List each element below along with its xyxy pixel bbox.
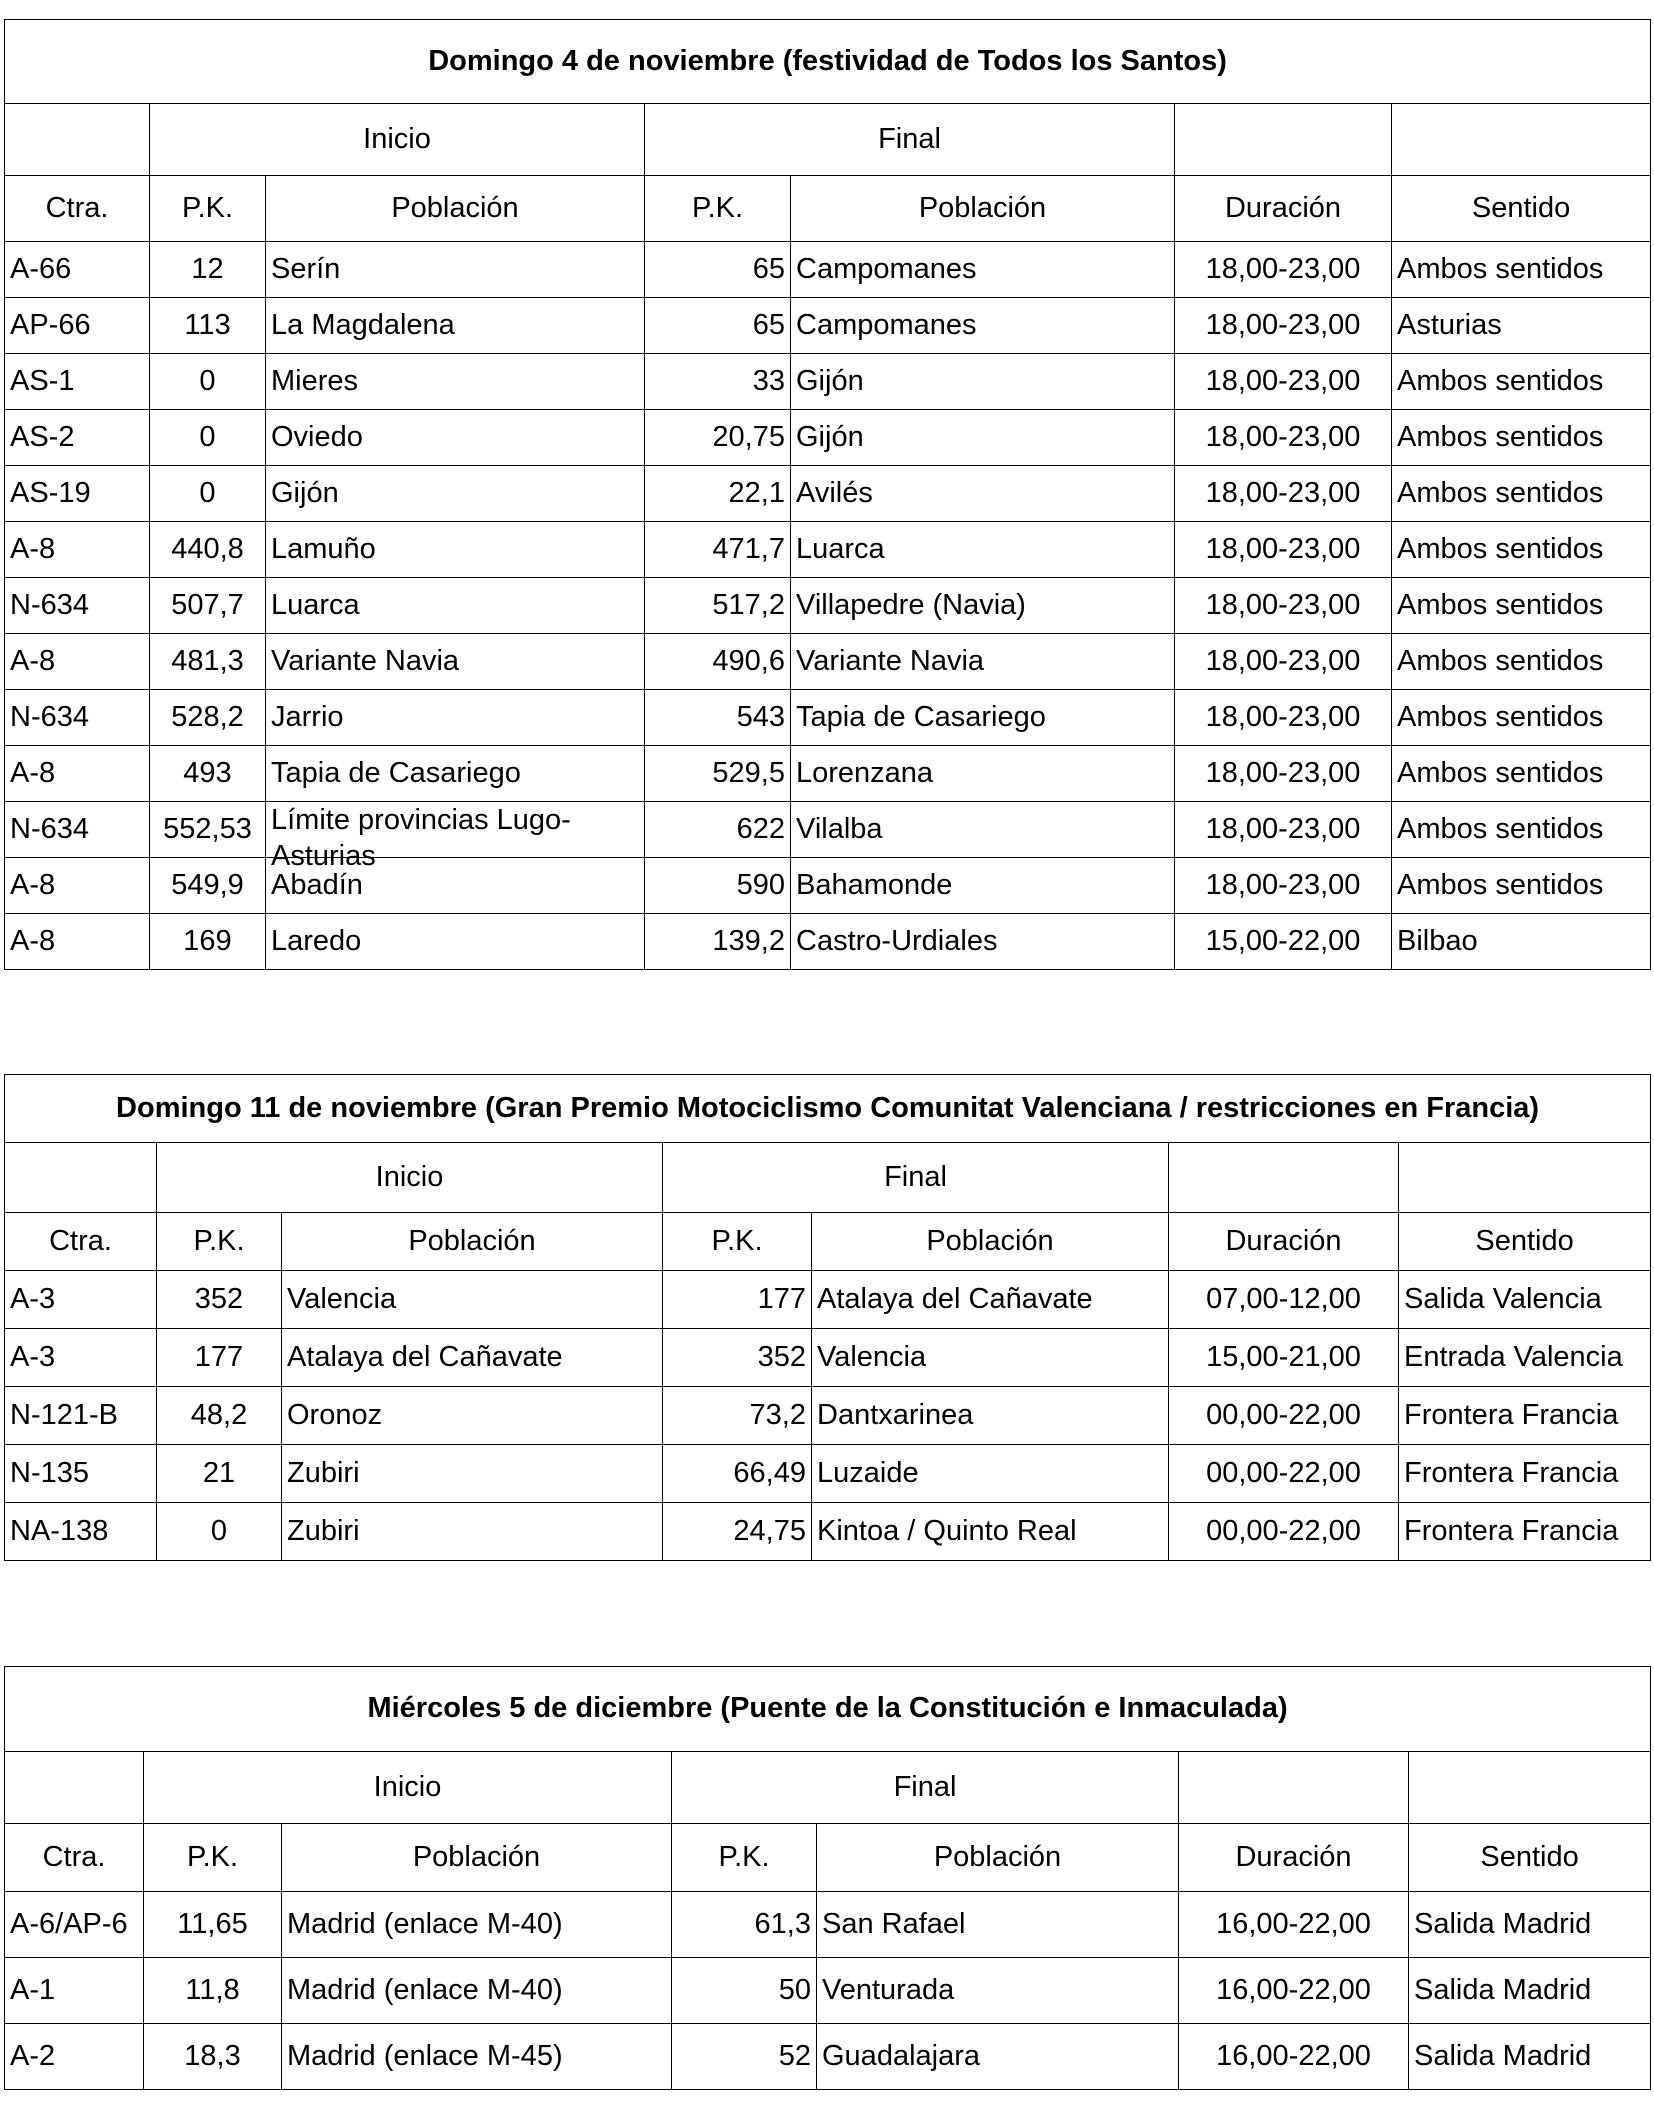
cell-pk-inicio: 177 <box>157 1329 282 1387</box>
cell-pk-inicio: 11,65 <box>144 1892 282 1958</box>
cell-sentido: Salida Madrid <box>1409 1958 1651 2024</box>
cell-poblacion-inicio: Madrid (enlace M-40) <box>282 1892 672 1958</box>
cell-poblacion-final: Variante Navia <box>791 634 1175 690</box>
cell-pk-final: 517,2 <box>645 578 791 634</box>
group-header-inicio: Inicio <box>157 1143 663 1213</box>
cell-poblacion-inicio: Oronoz <box>282 1387 663 1445</box>
cell-poblacion-final: Guadalajara <box>817 2024 1179 2090</box>
header-empty <box>5 104 150 176</box>
cell-duracion: 18,00-23,00 <box>1175 634 1392 690</box>
cell-poblacion-inicio: Zubiri <box>282 1445 663 1503</box>
cell-pk-final: 50 <box>672 1958 817 2024</box>
table-row <box>5 1958 1651 2024</box>
group-header-inicio: Inicio <box>144 1752 672 1824</box>
cell-poblacion-inicio <box>266 802 645 872</box>
cell-sentido: Ambos sentidos <box>1392 802 1651 858</box>
cell-ctra: AS-19 <box>5 466 150 522</box>
cell-pk-final: 622 <box>645 802 791 858</box>
cell-poblacion-final: Tapia de Casariego <box>791 690 1175 746</box>
cell-pk-inicio: 528,2 <box>150 690 266 746</box>
cell-sentido: Ambos sentidos <box>1392 858 1651 914</box>
cell-duracion: 18,00-23,00 <box>1175 802 1392 858</box>
cell-poblacion-final: Campomanes <box>791 298 1175 354</box>
cell-poblacion-inicio: Laredo <box>266 914 645 970</box>
column-header: P.K. <box>157 1213 282 1271</box>
cell-pk-inicio: 0 <box>150 466 266 522</box>
cell-poblacion-final: Luarca <box>791 522 1175 578</box>
cell-poblacion-inicio: Mieres <box>266 354 645 410</box>
cell-poblacion-inicio: La Magdalena <box>266 298 645 354</box>
cell-poblacion-final: Gijón <box>791 410 1175 466</box>
cell-duracion: 00,00-22,00 <box>1169 1387 1399 1445</box>
column-header: Ctra. <box>5 176 150 242</box>
cell-pk-final: 490,6 <box>645 634 791 690</box>
cell-ctra: A-8 <box>5 914 150 970</box>
cell-poblacion-inicio: Valencia <box>282 1271 663 1329</box>
cell-pk-final: 543 <box>645 690 791 746</box>
column-header: Población <box>282 1213 663 1271</box>
cell-poblacion-final: Vilalba <box>791 802 1175 858</box>
table-row <box>5 1503 1651 1561</box>
cell-pk-final: 139,2 <box>645 914 791 970</box>
cell-ctra: N-634 <box>5 690 150 746</box>
cell-duracion: 15,00-22,00 <box>1175 914 1392 970</box>
cell-ctra: N-121-B <box>5 1387 157 1445</box>
column-header: Población <box>266 176 645 242</box>
column-header: Sentido <box>1399 1213 1651 1271</box>
cell-pk-final: 66,49 <box>663 1445 812 1503</box>
table-row <box>5 690 1651 746</box>
cell-pk-inicio: 48,2 <box>157 1387 282 1445</box>
table-title: Miércoles 5 de diciembre (Puente de la Constitución e Inmaculada) <box>5 1667 1651 1752</box>
table-row <box>5 410 1651 466</box>
cell-sentido: Ambos sentidos <box>1392 522 1651 578</box>
table-row <box>5 466 1651 522</box>
cell-poblacion-inicio: Jarrio <box>266 690 645 746</box>
cell-poblacion-final: Lorenzana <box>791 746 1175 802</box>
table-row <box>5 1271 1651 1329</box>
cell-duracion: 18,00-23,00 <box>1175 410 1392 466</box>
column-header: Sentido <box>1409 1824 1651 1892</box>
cell-sentido: Asturias <box>1392 298 1651 354</box>
group-header-inicio: Inicio <box>150 104 645 176</box>
cell-poblacion-final: Dantxarinea <box>812 1387 1169 1445</box>
header-empty <box>1392 104 1651 176</box>
cell-ctra: A-3 <box>5 1271 157 1329</box>
cell-pk-final: 65 <box>645 242 791 298</box>
column-header: Población <box>817 1824 1179 1892</box>
column-header: Ctra. <box>5 1824 144 1892</box>
cell-text: Límite provincias Lugo-Asturias <box>271 804 571 872</box>
table-todos-los-santos <box>4 19 1651 970</box>
table-gran-premio <box>4 1074 1651 1561</box>
cell-poblacion-inicio: Variante Navia <box>266 634 645 690</box>
cell-sentido: Salida Valencia <box>1399 1271 1651 1329</box>
cell-duracion: 00,00-22,00 <box>1169 1445 1399 1503</box>
cell-ctra: A-66 <box>5 242 150 298</box>
table-row <box>5 298 1651 354</box>
cell-sentido: Ambos sentidos <box>1392 746 1651 802</box>
cell-ctra: AS-2 <box>5 410 150 466</box>
cell-sentido: Ambos sentidos <box>1392 466 1651 522</box>
table-row <box>5 2024 1651 2090</box>
cell-sentido: Salida Madrid <box>1409 2024 1651 2090</box>
cell-poblacion-final: Gijón <box>791 354 1175 410</box>
cell-duracion: 15,00-21,00 <box>1169 1329 1399 1387</box>
cell-ctra: A-6/AP-6 <box>5 1892 144 1958</box>
cell-pk-final: 33 <box>645 354 791 410</box>
cell-duracion: 16,00-22,00 <box>1179 1892 1409 1958</box>
cell-ctra: N-135 <box>5 1445 157 1503</box>
table-row <box>5 1892 1651 1958</box>
cell-poblacion-inicio: Serín <box>266 242 645 298</box>
table-row <box>5 1445 1651 1503</box>
cell-poblacion-inicio: Tapia de Casariego <box>266 746 645 802</box>
header-empty <box>1409 1752 1651 1824</box>
column-header: Duración <box>1169 1213 1399 1271</box>
table-row <box>5 1329 1651 1387</box>
cell-pk-inicio: 113 <box>150 298 266 354</box>
table-title: Domingo 4 de noviembre (festividad de Todos los Santos) <box>5 20 1651 104</box>
cell-poblacion-inicio: Oviedo <box>266 410 645 466</box>
cell-duracion: 18,00-23,00 <box>1175 298 1392 354</box>
cell-ctra: A-8 <box>5 634 150 690</box>
cell-poblacion-inicio: Atalaya del Cañavate <box>282 1329 663 1387</box>
cell-duracion: 18,00-23,00 <box>1175 746 1392 802</box>
cell-sentido: Ambos sentidos <box>1392 242 1651 298</box>
cell-pk-final: 20,75 <box>645 410 791 466</box>
cell-poblacion-final: Venturada <box>817 1958 1179 2024</box>
cell-pk-final: 590 <box>645 858 791 914</box>
cell-poblacion-final: San Rafael <box>817 1892 1179 1958</box>
header-empty <box>1169 1143 1399 1213</box>
table-row <box>5 1387 1651 1445</box>
cell-sentido: Entrada Valencia <box>1399 1329 1651 1387</box>
cell-pk-inicio: 352 <box>157 1271 282 1329</box>
cell-pk-inicio: 21 <box>157 1445 282 1503</box>
cell-pk-final: 65 <box>645 298 791 354</box>
cell-duracion: 16,00-22,00 <box>1179 2024 1409 2090</box>
cell-duracion: 18,00-23,00 <box>1175 466 1392 522</box>
cell-pk-inicio: 12 <box>150 242 266 298</box>
table-row <box>5 354 1651 410</box>
cell-ctra: A-8 <box>5 858 150 914</box>
column-header: Duración <box>1175 176 1392 242</box>
group-header-final: Final <box>663 1143 1169 1213</box>
header-empty <box>5 1752 144 1824</box>
cell-duracion: 07,00-12,00 <box>1169 1271 1399 1329</box>
cell-poblacion-inicio: Gijón <box>266 466 645 522</box>
cell-duracion: 18,00-23,00 <box>1175 578 1392 634</box>
cell-sentido: Ambos sentidos <box>1392 578 1651 634</box>
cell-poblacion-final: Atalaya del Cañavate <box>812 1271 1169 1329</box>
column-header: P.K. <box>663 1213 812 1271</box>
cell-pk-inicio: 481,3 <box>150 634 266 690</box>
cell-pk-final: 61,3 <box>672 1892 817 1958</box>
cell-pk-final: 177 <box>663 1271 812 1329</box>
cell-pk-inicio: 0 <box>150 354 266 410</box>
cell-sentido: Frontera Francia <box>1399 1445 1651 1503</box>
column-header: P.K. <box>672 1824 817 1892</box>
cell-sentido: Ambos sentidos <box>1392 410 1651 466</box>
cell-sentido: Frontera Francia <box>1399 1503 1651 1561</box>
header-empty <box>1399 1143 1651 1213</box>
cell-duracion: 18,00-23,00 <box>1175 354 1392 410</box>
column-header: Población <box>282 1824 672 1892</box>
column-header: P.K. <box>150 176 266 242</box>
cell-poblacion-final: Villapedre (Navia) <box>791 578 1175 634</box>
cell-ctra: A-3 <box>5 1329 157 1387</box>
cell-poblacion-final: Valencia <box>812 1329 1169 1387</box>
table-row <box>5 634 1651 690</box>
cell-sentido: Frontera Francia <box>1399 1387 1651 1445</box>
cell-pk-inicio: 11,8 <box>144 1958 282 2024</box>
cell-sentido: Ambos sentidos <box>1392 634 1651 690</box>
header-empty <box>1179 1752 1409 1824</box>
cell-duracion: 18,00-23,00 <box>1175 690 1392 746</box>
cell-sentido: Bilbao <box>1392 914 1651 970</box>
cell-pk-final: 471,7 <box>645 522 791 578</box>
cell-ctra: A-1 <box>5 1958 144 2024</box>
column-header: Población <box>791 176 1175 242</box>
cell-poblacion-final: Campomanes <box>791 242 1175 298</box>
table-row <box>5 746 1651 802</box>
table-row <box>5 802 1651 858</box>
cell-duracion: 16,00-22,00 <box>1179 1958 1409 2024</box>
table-row <box>5 242 1651 298</box>
cell-pk-final: 352 <box>663 1329 812 1387</box>
cell-sentido: Ambos sentidos <box>1392 690 1651 746</box>
cell-poblacion-final: Avilés <box>791 466 1175 522</box>
header-empty <box>1175 104 1392 176</box>
cell-pk-inicio: 552,53 <box>150 802 266 858</box>
cell-ctra: AP-66 <box>5 298 150 354</box>
column-header: Población <box>812 1213 1169 1271</box>
column-header: Ctra. <box>5 1213 157 1271</box>
cell-pk-inicio: 0 <box>157 1503 282 1561</box>
cell-poblacion-inicio: Zubiri <box>282 1503 663 1561</box>
cell-pk-inicio: 440,8 <box>150 522 266 578</box>
cell-poblacion-final: Kintoa / Quinto Real <box>812 1503 1169 1561</box>
cell-ctra: NA-138 <box>5 1503 157 1561</box>
cell-pk-inicio: 493 <box>150 746 266 802</box>
cell-ctra: A-8 <box>5 746 150 802</box>
table-row <box>5 858 1651 914</box>
cell-poblacion-inicio: Abadín <box>266 858 645 914</box>
cell-ctra: A-8 <box>5 522 150 578</box>
cell-pk-inicio: 0 <box>150 410 266 466</box>
group-header-final: Final <box>645 104 1175 176</box>
table-row <box>5 578 1651 634</box>
cell-pk-final: 52 <box>672 2024 817 2090</box>
column-header: P.K. <box>645 176 791 242</box>
header-empty <box>5 1143 157 1213</box>
cell-ctra: N-634 <box>5 578 150 634</box>
column-header: P.K. <box>144 1824 282 1892</box>
cell-poblacion-inicio: Madrid (enlace M-40) <box>282 1958 672 2024</box>
table-row <box>5 914 1651 970</box>
cell-poblacion-final: Luzaide <box>812 1445 1169 1503</box>
cell-poblacion-inicio: Madrid (enlace M-45) <box>282 2024 672 2090</box>
cell-ctra: A-2 <box>5 2024 144 2090</box>
column-header: Duración <box>1179 1824 1409 1892</box>
cell-poblacion-inicio: Luarca <box>266 578 645 634</box>
cell-pk-final: 22,1 <box>645 466 791 522</box>
cell-pk-inicio: 169 <box>150 914 266 970</box>
cell-ctra: N-634 <box>5 802 150 858</box>
cell-pk-final: 73,2 <box>663 1387 812 1445</box>
cell-duracion: 18,00-23,00 <box>1175 242 1392 298</box>
cell-sentido: Salida Madrid <box>1409 1892 1651 1958</box>
cell-sentido: Ambos sentidos <box>1392 354 1651 410</box>
cell-duracion: 18,00-23,00 <box>1175 858 1392 914</box>
cell-poblacion-final: Castro-Urdiales <box>791 914 1175 970</box>
cell-pk-inicio: 507,7 <box>150 578 266 634</box>
table-row <box>5 522 1651 578</box>
cell-pk-inicio: 18,3 <box>144 2024 282 2090</box>
table-title: Domingo 11 de noviembre (Gran Premio Motociclismo Comunitat Valenciana / restricciones en Francia) <box>5 1075 1651 1143</box>
cell-ctra: AS-1 <box>5 354 150 410</box>
column-header: Sentido <box>1392 176 1651 242</box>
cell-pk-final: 529,5 <box>645 746 791 802</box>
cell-poblacion-final: Bahamonde <box>791 858 1175 914</box>
group-header-final: Final <box>672 1752 1179 1824</box>
cell-pk-inicio: 549,9 <box>150 858 266 914</box>
cell-duracion: 00,00-22,00 <box>1169 1503 1399 1561</box>
table-puente-constitucion <box>4 1666 1651 2090</box>
cell-pk-final: 24,75 <box>663 1503 812 1561</box>
cell-duracion: 18,00-23,00 <box>1175 522 1392 578</box>
cell-poblacion-inicio: Lamuño <box>266 522 645 578</box>
